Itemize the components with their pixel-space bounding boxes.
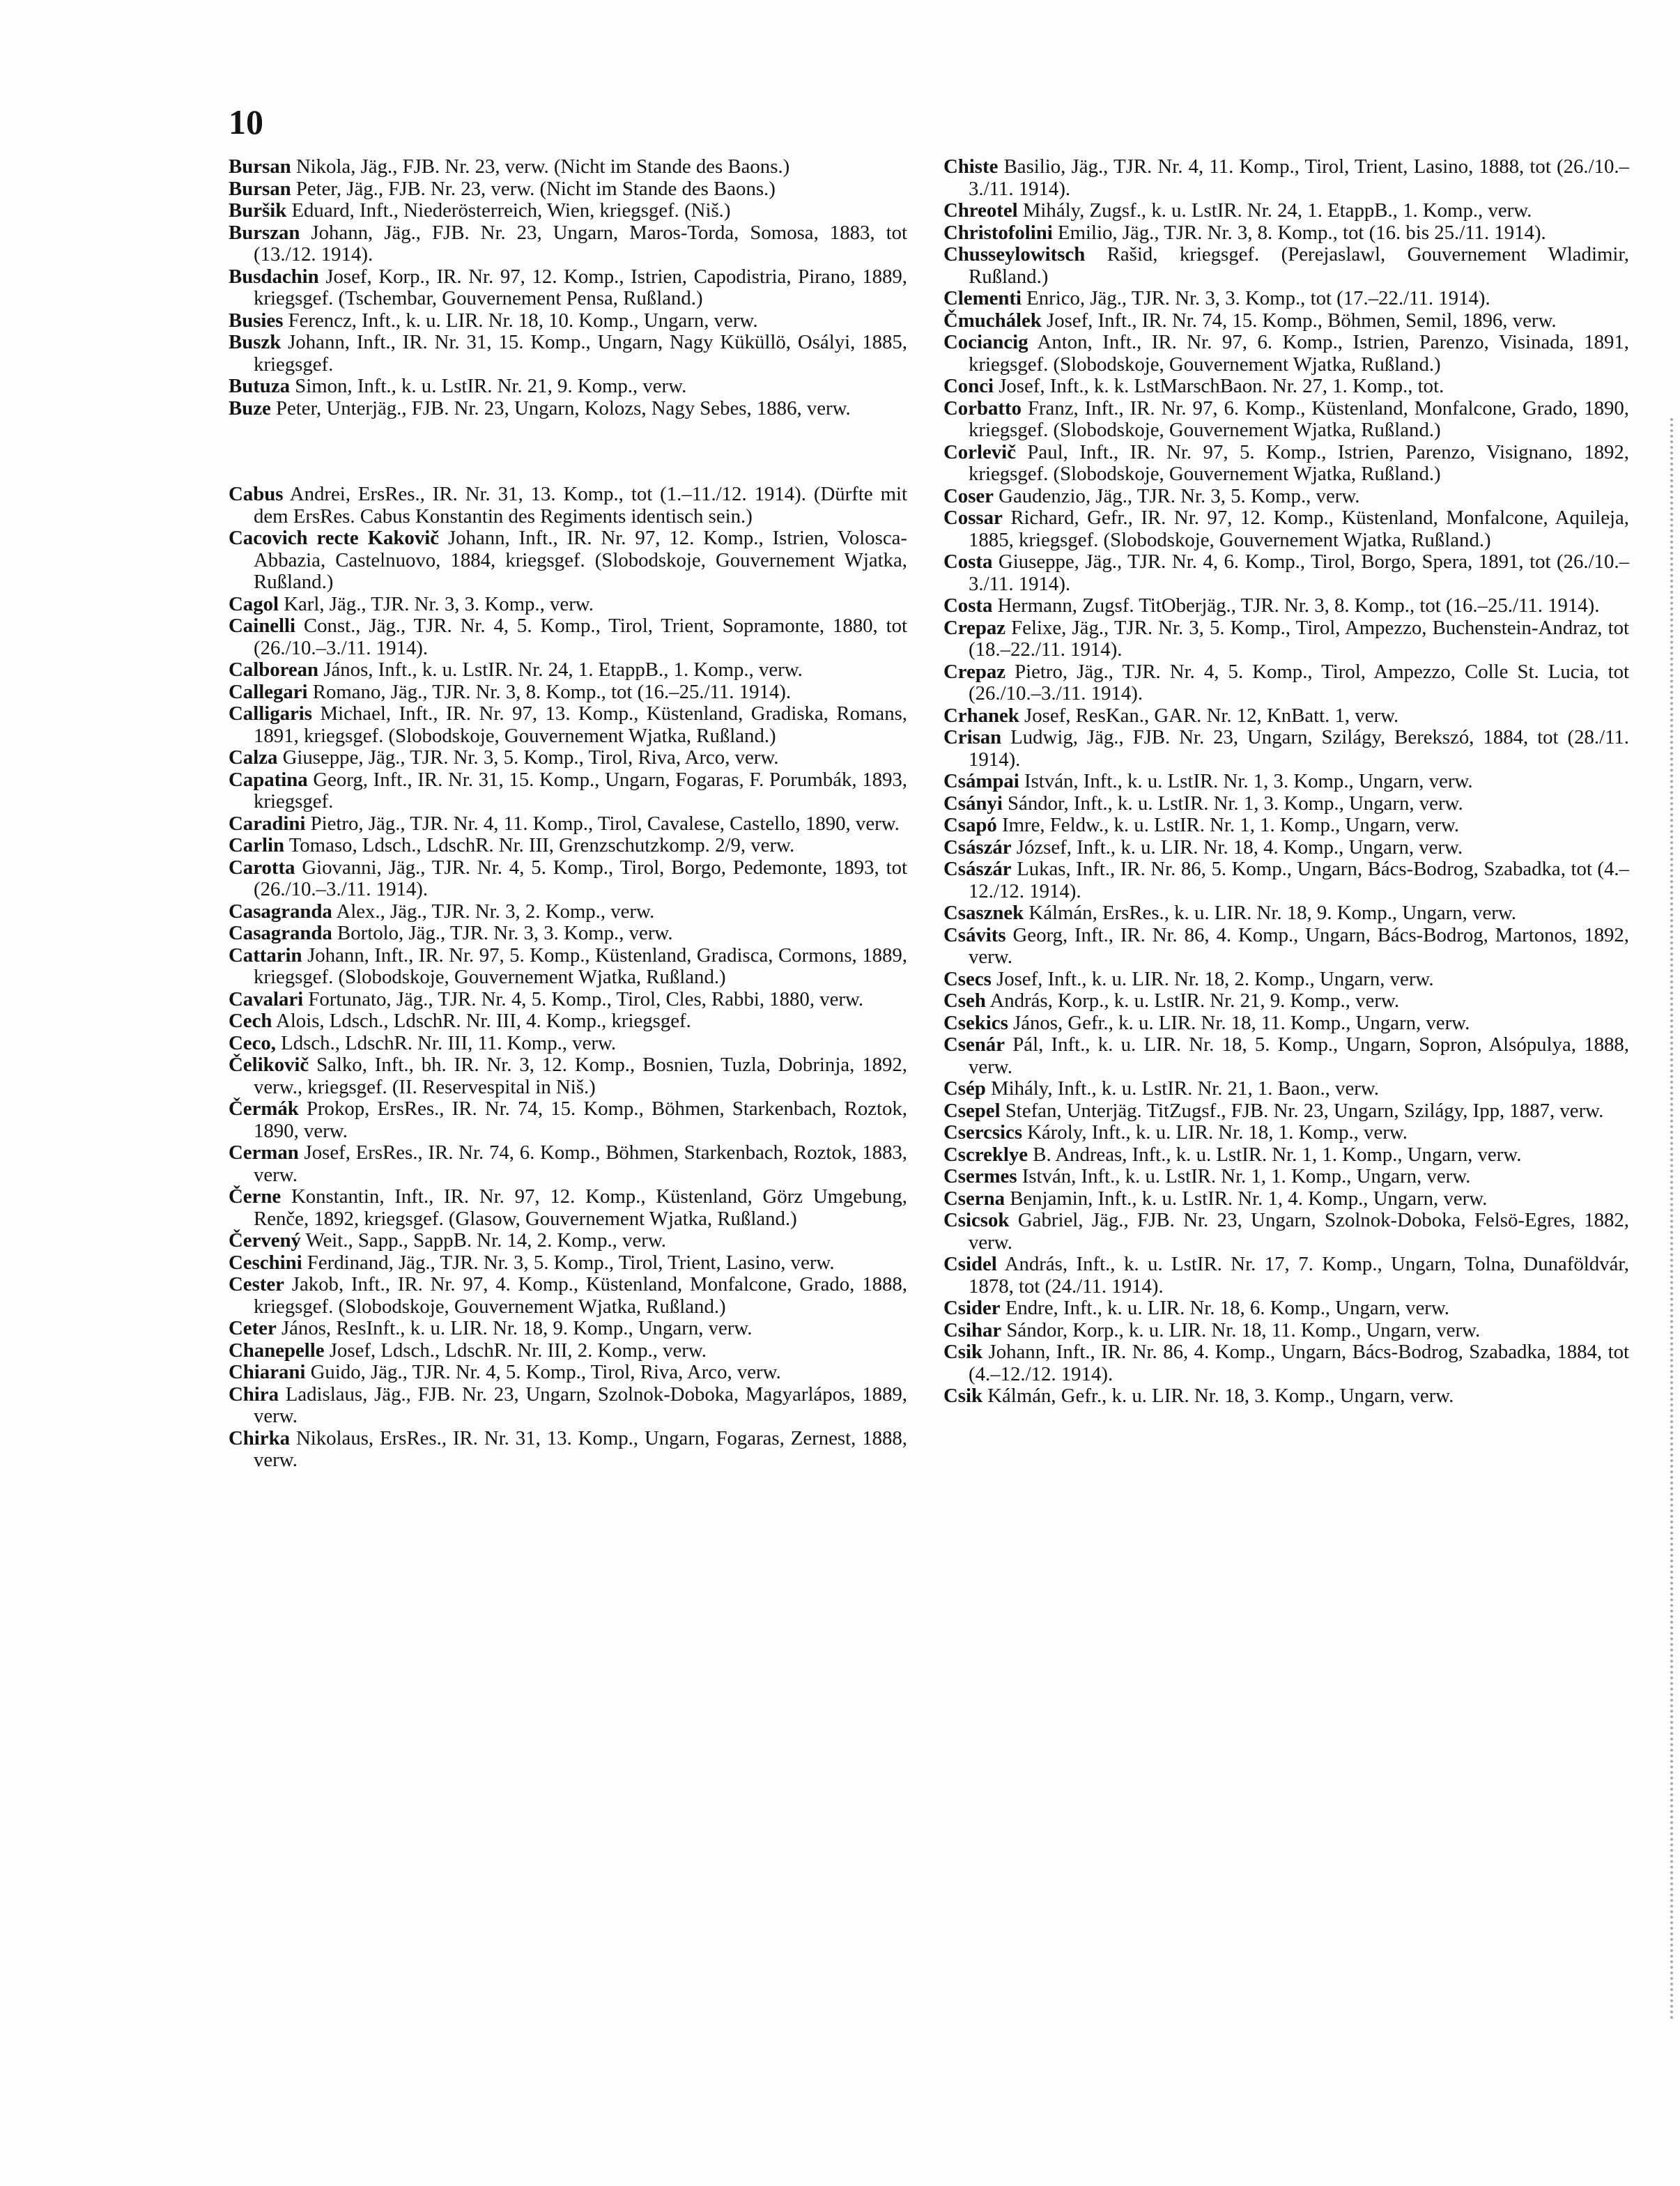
register-entry: [943, 1385, 1629, 1408]
entry-surname: Buze: [229, 397, 271, 420]
register-entry: [229, 1428, 907, 1472]
register-entry: [943, 990, 1629, 1013]
register-entry: [229, 1252, 907, 1275]
letter-section-gap: [229, 420, 907, 484]
entry-details: Pietro, Jäg., TJR. Nr. 4, 5. Komp., Tirol, Ampezzo, Colle St. Lucia, tot (26./10.–3./11. 1914).: [969, 660, 1629, 705]
register-entry: [943, 442, 1629, 486]
register-entry: [229, 200, 907, 222]
register-entry: [943, 376, 1629, 398]
entry-details: Mihály, Inft., k. u. LstIR. Nr. 21, 1. Baon., verw.: [991, 1077, 1379, 1100]
register-entry: [229, 1010, 907, 1033]
entry-details: Josef, ErsRes., IR. Nr. 74, 6. Komp., Böhmen, Starkenbach, Roztok, 1883, verw.: [254, 1141, 907, 1186]
entry-details: Peter, Jäg., FJB. Nr. 23, verw. (Nicht im Stande des Baons.): [295, 177, 776, 200]
entry-surname: Cscreklye: [943, 1143, 1028, 1166]
entry-surname: Chiste: [943, 155, 999, 178]
entry-surname: Csekics: [943, 1011, 1008, 1034]
entry-details: Stefan, Unterjäg. TitZugsf., FJB. Nr. 23, Ungarn, Szilágy, Ipp, 1887, verw.: [1005, 1099, 1604, 1122]
entry-surname: Clementi: [943, 287, 1022, 309]
register-entry: [229, 594, 907, 616]
entry-details: Giuseppe, Jäg., TJR. Nr. 4, 6. Komp., Tirol, Borgo, Spera, 1891, tot (26./10.–3./11. 1914).: [969, 551, 1630, 595]
register-entry: [943, 486, 1629, 508]
register-entry: [943, 705, 1629, 728]
entry-surname: Cserna: [943, 1187, 1005, 1210]
entry-details: Karl, Jäg., TJR. Nr. 3, 3. Komp., verw.: [284, 592, 594, 615]
entry-details: Konstantin, Inft., IR. Nr. 97, 12. Komp., Küstenland, Görz Umgebung, Renče, 1892, kriegsgef. (Glasow, Gouvernement Wjatka, Rußland.): [254, 1185, 907, 1230]
entry-details: Felixe, Jäg., TJR. Nr. 3, 5. Komp., Tirol, Ampezzo, Buchenstein-Andraz, tot (18.–22./11. 1914).: [969, 616, 1630, 661]
entry-surname: Crepaz: [943, 660, 1006, 683]
entry-details: Enrico, Jäg., TJR. Nr. 3, 3. Komp., tot (17.–22./11. 1914).: [1026, 287, 1490, 309]
entry-details: Josef, Inft., k. k. LstMarschBaon. Nr. 27, 1. Komp., tot.: [999, 375, 1444, 397]
entry-surname: Csercsics: [943, 1121, 1023, 1144]
entry-surname: Cseh: [943, 990, 986, 1012]
register-entry: [229, 703, 907, 747]
entry-surname: Cacovich recte Kakovič: [229, 527, 440, 549]
entry-details: Ludwig, Jäg., FJB. Nr. 23, Ungarn, Szilágy, Berekszó, 1884, tot (28./11. 1914).: [969, 726, 1629, 771]
entry-surname: Costa: [943, 551, 993, 573]
entry-surname: Csasznek: [943, 902, 1024, 924]
register-entry: [229, 901, 907, 923]
register-entry: [943, 1122, 1629, 1144]
entry-surname: Cattarin: [229, 944, 302, 967]
entry-details: Imre, Feldw., k. u. LstIR. Nr. 1, 1. Komp., Ungarn, verw.: [1002, 814, 1460, 836]
entry-surname: Casagranda: [229, 900, 332, 923]
entry-surname: Csecs: [943, 967, 992, 990]
entry-surname: Christofolini: [943, 221, 1053, 244]
register-entry: [229, 1362, 907, 1384]
entry-surname: Corlevič: [943, 440, 1016, 463]
register-entry: [229, 1274, 907, 1318]
register-entry: [943, 617, 1629, 661]
entry-surname: Cociancig: [943, 331, 1028, 353]
entry-surname: Csermes: [943, 1165, 1017, 1187]
entry-details: András, Korp., k. u. LstIR. Nr. 21, 9. Komp., verw.: [989, 990, 1400, 1012]
register-entry: [229, 945, 907, 989]
entry-details: Emilio, Jäg., TJR. Nr. 3, 8. Komp., tot (16. bis 25./11. 1914).: [1058, 221, 1546, 244]
register-entry: [229, 1033, 907, 1055]
entry-surname: Calborean: [229, 659, 319, 681]
register-entry: [229, 398, 907, 420]
register-entry: [229, 1384, 907, 1428]
entry-details: Eduard, Inft., Niederösterreich, Wien, kriegsgef. (Niš.): [291, 199, 731, 222]
entry-details: Johann, Jäg., FJB. Nr. 23, Ungarn, Maros-Torda, Somosa, 1883, tot (13./12. 1914).: [254, 221, 907, 265]
entry-surname: Chusseylowitsch: [943, 243, 1086, 265]
entry-details: Ferencz, Inft., k. u. LIR. Nr. 18, 10. Komp., Ungarn, verw.: [288, 309, 758, 332]
entry-details: Hermann, Zugsf. TitOberjäg., TJR. Nr. 3, 8. Komp., tot (16.–25./11. 1914).: [997, 594, 1600, 617]
entry-details: Paul, Inft., IR. Nr. 97, 5. Komp., Istrien, Parenzo, Visignano, 1892, kriegsgef. (Slobodskoje, Gouvernement Wjatka, Rußland.): [969, 440, 1629, 485]
entry-details: Károly, Inft., k. u. LIR. Nr. 18, 1. Komp., verw.: [1027, 1121, 1408, 1144]
entry-surname: Burszan: [229, 221, 300, 244]
entry-surname: Crisan: [943, 726, 1002, 748]
entry-details: Weit., Sapp., SappB. Nr. 14, 2. Komp., verw.: [305, 1229, 666, 1252]
register-entry: [943, 244, 1629, 288]
register-entry: [229, 1054, 907, 1098]
entry-surname: Cavalari: [229, 987, 304, 1010]
entry-surname: Cerman: [229, 1141, 299, 1164]
entry-surname: Cabus: [229, 483, 284, 505]
entry-details: Andrei, ErsRes., IR. Nr. 31, 13. Komp., tot (1.–11./12. 1914). (Dürfte mit dem ErsRes. Cabus Konstantin des Regiments identisch sein.): [254, 483, 907, 528]
entry-details: Johann, Inft., IR. Nr. 97, 12. Komp., Istrien, Volosca-Abbazia, Castelnuovo, 1884, kriegsgef. (Slobodskoje, Gouvernement Wjatka, Rußland.): [254, 527, 907, 593]
entry-surname: Caradini: [229, 812, 306, 835]
entry-surname: Császár: [943, 836, 1012, 859]
register-entry: [943, 1341, 1629, 1385]
entry-details: Ladislaus, Jäg., FJB. Nr. 23, Ungarn, Szolnok-Doboka, Magyarlápos, 1889, verw.: [254, 1383, 908, 1427]
entry-surname: Costa: [943, 594, 993, 617]
register-entry: [229, 332, 907, 376]
entry-surname: Busdachin: [229, 265, 319, 288]
entry-details: Johann, Inft., IR. Nr. 97, 5. Komp., Küstenland, Gradisca, Cormons, 1889, kriegsgef. (Slobodskoje, Gouvernement Wjatka, Rußland.): [254, 944, 908, 988]
entry-surname: Čmuchálek: [943, 309, 1042, 332]
entry-surname: Chreotel: [943, 199, 1018, 222]
register-entry: [943, 1188, 1629, 1210]
register-entry: [229, 222, 907, 266]
entry-surname: Čelikovič: [229, 1054, 309, 1076]
entry-details: Rašid, kriegsgef. (Perejaslawl, Gouvernement Wladimir, Rußland.): [969, 243, 1629, 288]
register-entry: [943, 771, 1629, 793]
register-entry: [943, 1210, 1629, 1254]
register-entry: [229, 1340, 907, 1362]
register-entry: [229, 923, 907, 945]
entry-surname: Carotta: [229, 856, 295, 879]
entry-surname: Busies: [229, 309, 284, 332]
entry-surname: Csép: [943, 1077, 986, 1100]
entry-surname: Ceter: [229, 1317, 277, 1339]
entry-surname: Csidel: [943, 1253, 997, 1275]
entry-surname: Bursan: [229, 155, 291, 178]
entry-surname: Conci: [943, 375, 994, 397]
register-entry: [229, 1098, 907, 1142]
entry-surname: Callegari: [229, 680, 308, 703]
entry-details: András, Inft., k. u. LstIR. Nr. 17, 7. Komp., Ungarn, Tolna, Dunaföldvár, 1878, tot (24./11. 1914).: [969, 1253, 1629, 1298]
entry-details: Romano, Jäg., TJR. Nr. 3, 8. Komp., tot (16.–25./11. 1914).: [312, 680, 792, 703]
entry-details: Josef, ResKan., GAR. Nr. 12, KnBatt. 1, verw.: [1024, 704, 1399, 727]
entry-details: Georg, Inft., IR. Nr. 31, 15. Komp., Ungarn, Fogaras, F. Porumbák, 1893, kriegsgef.: [254, 768, 907, 813]
entry-details: Pál, Inft., k. u. LIR. Nr. 18, 5. Komp., Ungarn, Sopron, Alsópulya, 1888, verw.: [969, 1033, 1629, 1078]
entry-details: János, ResInft., k. u. LIR. Nr. 18, 9. Komp., Ungarn, verw.: [281, 1317, 753, 1339]
entry-surname: Coser: [943, 484, 994, 507]
entry-details: Franz, Inft., IR. Nr. 97, 6. Komp., Küstenland, Monfalcone, Grado, 1890, kriegsgef. (Slobodskoje, Gouvernement Wjatka, Rußland.): [969, 397, 1629, 441]
entry-details: Endre, Inft., k. u. LIR. Nr. 18, 6. Komp., Ungarn, verw.: [1005, 1297, 1449, 1319]
entry-surname: Cagol: [229, 592, 279, 615]
register-entry: [943, 1100, 1629, 1123]
register-entry: [943, 969, 1629, 991]
entry-surname: Csik: [943, 1341, 983, 1363]
register-entry: [229, 835, 907, 857]
entry-details: Josef, Inft., IR. Nr. 74, 15. Komp., Böhmen, Semil, 1896, verw.: [1047, 309, 1557, 332]
entry-surname: Csihar: [943, 1318, 1002, 1341]
entry-details: Guido, Jäg., TJR. Nr. 4, 5. Komp., Tirol, Riva, Arco, verw.: [310, 1361, 781, 1383]
register-entry: [943, 200, 1629, 222]
register-entry: [943, 925, 1629, 969]
register-entry: [229, 484, 907, 528]
entry-surname: Bursan: [229, 177, 291, 200]
entry-details: József, Inft., k. u. LIR. Nr. 18, 4. Komp., Ungarn, verw.: [1016, 836, 1463, 859]
register-entry: [943, 332, 1629, 376]
entry-details: Sándor, Korp., k. u. LIR. Nr. 18, 11. Komp., Ungarn, verw.: [1006, 1318, 1481, 1341]
register-entry: [943, 815, 1629, 837]
entry-details: Basilio, Jäg., TJR. Nr. 4, 11. Komp., Tirol, Trient, Lasino, 1888, tot (26./10.–3./11. 1914).: [969, 155, 1629, 200]
entry-surname: Chirka: [229, 1426, 291, 1449]
entry-details: Ldsch., LdschR. Nr. III, 11. Komp., verw.: [281, 1031, 617, 1054]
entry-details: Const., Jäg., TJR. Nr. 4, 5. Komp., Tirol, Trient, Sopramonte, 1880, tot (26./10.–3./11. 1914).: [254, 615, 907, 659]
entry-surname: Csik: [943, 1385, 983, 1407]
entry-surname: Csapó: [943, 814, 997, 836]
entry-surname: Császár: [943, 858, 1012, 880]
entry-details: István, Inft., k. u. LstIR. Nr. 1, 1. Komp., Ungarn, verw.: [1022, 1165, 1471, 1187]
register-entry: [943, 859, 1629, 902]
entry-surname: Crhanek: [943, 704, 1019, 727]
entry-surname: Corbatto: [943, 397, 1022, 420]
register-entry: [229, 747, 907, 769]
register-entry: [943, 1320, 1629, 1342]
entry-details: Kálmán, Gefr., k. u. LIR. Nr. 18, 3. Komp., Ungarn, verw.: [987, 1385, 1454, 1407]
entry-surname: Csámpai: [943, 770, 1019, 792]
entry-details: István, Inft., k. u. LstIR. Nr. 1, 3. Komp., Ungarn, verw.: [1024, 770, 1473, 792]
register-entry: [943, 1013, 1629, 1035]
register-entry: [229, 310, 907, 332]
entry-surname: Chiarani: [229, 1361, 306, 1383]
entry-surname: Ceschini: [229, 1251, 302, 1274]
register-entry: [229, 857, 907, 901]
register-entry: [229, 1230, 907, 1252]
entry-details: Mihály, Zugsf., k. u. LstIR. Nr. 24, 1. EtappB., 1. Komp., verw.: [1022, 199, 1532, 222]
entry-surname: Crepaz: [943, 616, 1006, 639]
entry-details: Giovanni, Jäg., TJR. Nr. 4, 5. Komp., Tirol, Borgo, Pedemonte, 1893, tot (26./10.–3./11. 1914).: [254, 856, 907, 900]
entry-details: Anton, Inft., IR. Nr. 97, 6. Komp., Istrien, Parenzo, Visinada, 1891, kriegsgef. (Slobodskoje, Gouvernement Wjatka, Rußland.): [969, 331, 1629, 376]
entry-details: Jakob, Inft., IR. Nr. 97, 4. Komp., Küstenland, Monfalcone, Grado, 1888, kriegsgef. (Slobodskoje, Gouvernement Wjatka, Rußland.): [254, 1273, 907, 1318]
register-entry: [943, 595, 1629, 617]
entry-details: Georg, Inft., IR. Nr. 86, 4. Komp., Ungarn, Bács-Bodrog, Martonos, 1892, verw.: [969, 923, 1629, 968]
entry-surname: Cainelli: [229, 615, 295, 637]
entry-details: Lukas, Inft., IR. Nr. 86, 5. Komp., Ungarn, Bács-Bodrog, Szabadka, tot (4.–12./12. 1914).: [969, 858, 1629, 902]
register-entry: [943, 310, 1629, 332]
entry-surname: Capatina: [229, 768, 308, 791]
entry-surname: Csider: [943, 1297, 1001, 1319]
register-entry: [229, 813, 907, 836]
entry-details: Gaudenzio, Jäg., TJR. Nr. 3, 5. Komp., verw.: [999, 484, 1360, 507]
entry-details: Gabriel, Jäg., FJB. Nr. 23, Ungarn, Szolnok-Doboka, Felsö-Egres, 1882, verw.: [969, 1209, 1629, 1254]
entry-surname: Csepel: [943, 1099, 1001, 1122]
entry-details: Bortolo, Jäg., TJR. Nr. 3, 3. Komp., verw.: [337, 922, 673, 944]
entry-surname: Černe: [229, 1185, 282, 1208]
register-entry: [943, 793, 1629, 815]
register-entry: [943, 288, 1629, 310]
entry-details: Fortunato, Jäg., TJR. Nr. 4, 5. Komp., Tirol, Cles, Rabbi, 1880, verw.: [308, 987, 864, 1010]
entry-surname: Ceco,: [229, 1031, 276, 1054]
register-entry: [229, 178, 907, 201]
register-entry: [229, 1318, 907, 1340]
entry-surname: Csicsok: [943, 1209, 1010, 1231]
register-entry: [229, 376, 907, 398]
register-entry: [229, 659, 907, 682]
entry-details: Alois, Ldsch., LdschR. Nr. III, 4. Komp., kriegsgef.: [276, 1010, 691, 1032]
entry-details: Simon, Inft., k. u. LstIR. Nr. 21, 9. Komp., verw.: [295, 375, 687, 397]
register-entry: [943, 551, 1629, 595]
entry-surname: Csávits: [943, 923, 1006, 946]
entry-surname: Buršik: [229, 199, 287, 222]
register-entry: [943, 727, 1629, 771]
register-entry: [943, 222, 1629, 245]
register-entry: [943, 1144, 1629, 1167]
entry-surname: Červený: [229, 1229, 301, 1252]
register-entry: [229, 989, 907, 1011]
register-entry: [229, 266, 907, 310]
entry-details: B. Andreas, Inft., k. u. LstIR. Nr. 1, 1. Komp., Ungarn, verw.: [1033, 1143, 1522, 1166]
register-entry: [229, 615, 907, 659]
entry-details: Nikola, Jäg., FJB. Nr. 23, verw. (Nicht im Stande des Baons.): [295, 155, 790, 178]
entry-surname: Calza: [229, 746, 278, 769]
entry-details: Benjamin, Inft., k. u. LstIR. Nr. 1, 4. Komp., Ungarn, verw.: [1010, 1187, 1488, 1210]
entry-details: Tomaso, Ldsch., LdschR. Nr. III, Grenzschutzkomp. 2/9, verw.: [288, 834, 795, 856]
entry-surname: Casagranda: [229, 922, 332, 944]
entry-details: Josef, Inft., k. u. LIR. Nr. 18, 2. Komp., Ungarn, verw.: [996, 967, 1434, 990]
entry-surname: Carlin: [229, 834, 284, 856]
entry-surname: Cester: [229, 1273, 284, 1295]
entry-details: Alex., Jäg., TJR. Nr. 3, 2. Komp., verw.: [336, 900, 655, 923]
entry-surname: Csányi: [943, 792, 1003, 815]
left-column: [229, 156, 907, 1472]
entry-surname: Chira: [229, 1383, 279, 1406]
entry-details: János, Gefr., k. u. LIR. Nr. 18, 11. Komp., Ungarn, verw.: [1013, 1011, 1470, 1034]
entry-details: Sándor, Inft., k. u. LstIR. Nr. 1, 3. Komp., Ungarn, verw.: [1008, 792, 1463, 815]
entry-details: Prokop, ErsRes., IR. Nr. 74, 15. Komp., Böhmen, Starkenbach, Roztok, 1890, verw.: [254, 1098, 907, 1142]
entry-details: Josef, Korp., IR. Nr. 97, 12. Komp., Istrien, Capodistria, Pirano, 1889, kriegsgef. (Tschembar, Gouvernement Pensa, Rußland.): [254, 265, 907, 309]
register-entry: [943, 902, 1629, 925]
register-entry: [229, 769, 907, 813]
register-entry: [229, 156, 907, 178]
entry-surname: Calligaris: [229, 702, 312, 725]
register-entry: [943, 1078, 1629, 1100]
register-entry: [943, 837, 1629, 859]
register-entry: [229, 682, 907, 704]
entry-details: Pietro, Jäg., TJR. Nr. 4, 11. Komp., Tirol, Cavalese, Castello, 1890, verw.: [310, 812, 900, 835]
page-number: 10: [229, 102, 263, 141]
register-entry: [943, 507, 1629, 551]
entry-details: Peter, Unterjäg., FJB. Nr. 23, Ungarn, Kolozs, Nagy Sebes, 1886, verw.: [276, 397, 851, 420]
entry-details: Josef, Ldsch., LdschR. Nr. III, 2. Komp., verw.: [329, 1339, 707, 1362]
entry-details: Ferdinand, Jäg., TJR. Nr. 3, 5. Komp., Tirol, Trient, Lasino, verw.: [307, 1251, 835, 1274]
register-entry: [229, 528, 907, 594]
entry-surname: Butuza: [229, 375, 291, 397]
register-entry: [943, 398, 1629, 442]
entry-details: Johann, Inft., IR. Nr. 86, 4. Komp., Ungarn, Bács-Bodrog, Szabadka, 1884, tot (4.–12./12. 1914).: [969, 1341, 1629, 1385]
entry-details: János, Inft., k. u. LstIR. Nr. 24, 1. EtappB., 1. Komp., verw.: [323, 659, 803, 681]
entry-details: Richard, Gefr., IR. Nr. 97, 12. Komp., Küstenland, Monfalcone, Aquileja, 1885, kriegsgef. (Slobodskoje, Gouvernement Wjatka, Rußland.): [969, 507, 1629, 551]
entry-surname: Čermák: [229, 1098, 299, 1120]
entry-surname: Chanepelle: [229, 1339, 325, 1362]
entry-surname: Buszk: [229, 331, 282, 353]
register-entry: [229, 1186, 907, 1230]
register-entry: [943, 1034, 1629, 1078]
entry-details: Michael, Inft., IR. Nr. 97, 13. Komp., Küstenland, Gradiska, Romans, 1891, kriegsgef. (Slobodskoje, Gouvernement Wjatka, Rußland.): [254, 702, 908, 747]
entry-details: Nikolaus, ErsRes., IR. Nr. 31, 13. Komp., Ungarn, Fogaras, Zernest, 1888, verw.: [254, 1426, 907, 1471]
register-entry: [943, 156, 1629, 200]
register-entry: [943, 1298, 1629, 1320]
entry-details: Salko, Inft., bh. IR. Nr. 3, 12. Komp., Bosnien, Tuzla, Dobrinja, 1892, verw., kriegsgef. (II. Reservespital in Niš.): [254, 1054, 908, 1098]
register-entry: [229, 1142, 907, 1186]
scan-edge-marks: [1666, 418, 1673, 2021]
right-column: [943, 156, 1629, 1408]
register-entry: [943, 661, 1629, 705]
register-entry: [943, 1254, 1629, 1298]
register-entry: [943, 1166, 1629, 1188]
entry-details: Kálmán, ErsRes., k. u. LIR. Nr. 18, 9. Komp., Ungarn, verw.: [1028, 902, 1516, 924]
entry-details: Johann, Inft., IR. Nr. 31, 15. Komp., Ungarn, Nagy Küküllö, Osályi, 1885, kriegsgef.: [254, 331, 908, 376]
entry-details: Giuseppe, Jäg., TJR. Nr. 3, 5. Komp., Tirol, Riva, Arco, verw.: [282, 746, 779, 769]
entry-surname: Cossar: [943, 507, 1003, 529]
entry-surname: Csenár: [943, 1033, 1005, 1056]
entry-surname: Cech: [229, 1010, 272, 1032]
